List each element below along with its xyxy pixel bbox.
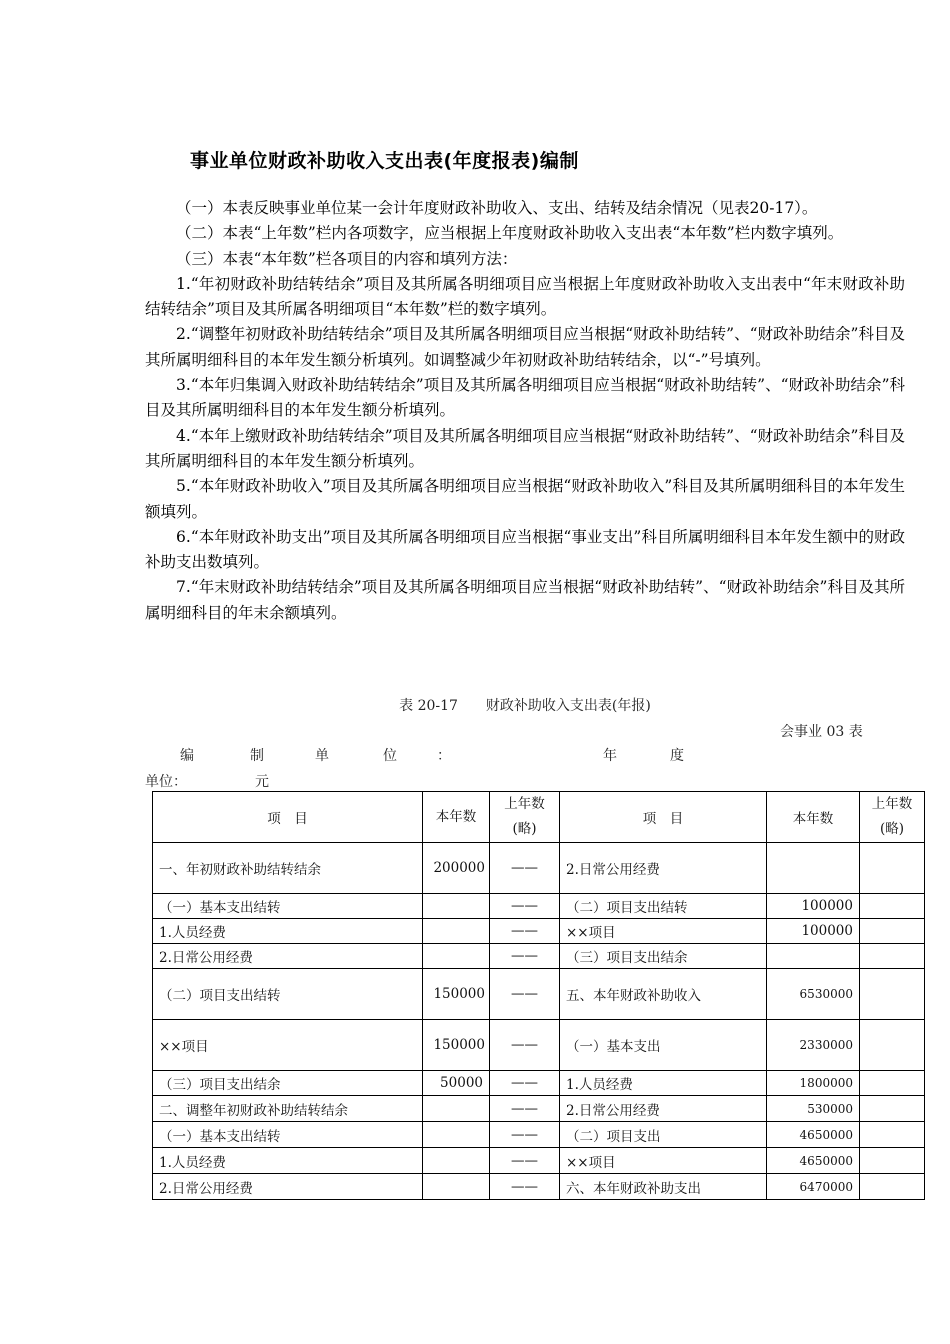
cell-prior (860, 1071, 925, 1096)
cell-item: ××项目 (560, 1148, 767, 1174)
form-number: 会事业 03 表 (780, 724, 863, 740)
body-text (145, 196, 905, 626)
header-prior-year: 上年数(略) (860, 792, 925, 843)
cell-item: （二）项目支出结转 (560, 894, 767, 919)
paragraph: 2.“调整年初财政补助结转结余”项目及其所属各明细项目应当根据“财政补助结转”、“财政补助结余”科目及其所属明细科目的本年发生额分析填列。如调整减少年初财政补助结转结余，以“-”号填列。 (145, 325, 905, 369)
cell-current (767, 944, 860, 969)
cell-item: 一、年初财政补助结转结余 (153, 843, 423, 894)
paragraph: 3.“本年归集调入财政补助结转结余”项目及其所属各明细项目应当根据“财政补助结转”、“财政补助结余”科目及其所属明细科目的本年发生额分析填列。 (145, 376, 905, 420)
cell-current: 50000 (423, 1071, 490, 1096)
cell-current (423, 894, 490, 919)
cell-item: 1.人员经费 (153, 919, 423, 944)
table-row (153, 944, 925, 969)
cell-prior: —— (490, 944, 560, 969)
cell-current (767, 843, 860, 894)
table-row (153, 1122, 925, 1148)
table-row (153, 894, 925, 919)
unit-label: 单位： (145, 774, 187, 790)
document-title: 事业单位财政补助收入支出表(年度报表)编制 (190, 150, 579, 172)
cell-current (423, 1148, 490, 1174)
header-prior-year: 上年数(略) (490, 792, 560, 843)
cell-item: 1.人员经费 (153, 1148, 423, 1174)
cell-prior (860, 1020, 925, 1071)
cell-current: 530000 (767, 1096, 860, 1122)
cell-item: ××项目 (153, 1020, 423, 1071)
meta-char: 位 (383, 748, 397, 764)
cell-item: 2.日常公用经费 (560, 1096, 767, 1122)
cell-prior: —— (490, 1096, 560, 1122)
table-row (153, 1071, 925, 1096)
cell-item: （一）基本支出 (560, 1020, 767, 1071)
cell-prior (860, 1174, 925, 1200)
cell-prior (860, 1148, 925, 1174)
cell-item: ××项目 (560, 919, 767, 944)
cell-item: 二、调整年初财政补助结转结余 (153, 1096, 423, 1122)
paragraph: 5.“本年财政补助收入”项目及其所属各明细项目应当根据“财政补助收入”科目及其所属明细科目的本年发生额填列。 (145, 477, 905, 521)
header-item: 项 目 (560, 792, 767, 843)
cell-item: 2.日常公用经费 (560, 843, 767, 894)
header-current-year: 本年数 (423, 792, 490, 843)
cell-current (423, 919, 490, 944)
table-row (153, 969, 925, 1020)
cell-prior: —— (490, 1122, 560, 1148)
cell-current: 100000 (767, 919, 860, 944)
cell-item: （一）基本支出结转 (153, 1122, 423, 1148)
table-row (153, 1096, 925, 1122)
header-item: 项 目 (153, 792, 423, 843)
paragraph: 7.“年末财政补助结转结余”项目及其所属各明细项目应当根据“财政补助结转”、“财政补助结余”科目及其所属明细科目的年末余额填列。 (145, 578, 905, 622)
cell-prior: —— (490, 1020, 560, 1071)
meta-char: 年 (603, 748, 617, 764)
cell-current: 4650000 (767, 1122, 860, 1148)
cell-current (423, 1096, 490, 1122)
cell-item: （三）项目支出结余 (153, 1071, 423, 1096)
meta-char: ： (437, 748, 451, 764)
cell-item: 五、本年财政补助收入 (560, 969, 767, 1020)
cell-current (423, 944, 490, 969)
cell-item: 1.人员经费 (560, 1071, 767, 1096)
cell-current (423, 1174, 490, 1200)
cell-prior (860, 1122, 925, 1148)
cell-current: 1800000 (767, 1071, 860, 1096)
table-row (153, 843, 925, 894)
table-row (153, 919, 925, 944)
cell-item: 2.日常公用经费 (153, 944, 423, 969)
paragraph: 4.“本年上缴财政补助结转结余”项目及其所属各明细项目应当根据“财政补助结转”、“财政补助结余”科目及其所属明细科目的本年发生额分析填列。 (145, 426, 905, 470)
cell-prior: —— (490, 1071, 560, 1096)
cell-current: 6530000 (767, 969, 860, 1020)
cell-current: 6470000 (767, 1174, 860, 1200)
meta-char: 度 (670, 748, 684, 764)
cell-prior (860, 894, 925, 919)
cell-current: 150000 (423, 969, 490, 1020)
cell-current (423, 1122, 490, 1148)
cell-prior (860, 1096, 925, 1122)
cell-prior (860, 843, 925, 894)
unit-value: 元 (255, 774, 269, 790)
cell-prior: —— (490, 843, 560, 894)
cell-item: 六、本年财政补助支出 (560, 1174, 767, 1200)
paragraph: 1.“年初财政补助结转结余”项目及其所属各明细项目应当根据上年度财政补助收入支出表中“年末财政补助结转结余”项目及其所属各明细项目“本年数”栏的数字填列。 (145, 274, 905, 319)
paragraph: （三）本表“本年数”栏各项目的内容和填列方法： (176, 249, 518, 268)
meta-char: 编 (180, 748, 194, 764)
cell-prior: —— (490, 919, 560, 944)
table-row (153, 1020, 925, 1071)
cell-prior: —— (490, 1148, 560, 1174)
table-caption: 表 20-17 财政补助收入支出表(年报) (399, 698, 651, 714)
cell-current: 150000 (423, 1020, 490, 1071)
cell-prior: —— (490, 894, 560, 919)
cell-item: （一）基本支出结转 (153, 894, 423, 919)
table-row (153, 1148, 925, 1174)
paragraph: 6.“本年财政补助支出”项目及其所属各明细项目应当根据“事业支出”科目所属明细科目本年发生额中的财政补助支出数填列。 (145, 527, 905, 572)
cell-prior: —— (490, 969, 560, 1020)
paragraph: （一）本表反映事业单位某一会计年度财政补助收入、支出、结转及结余情况（见表20-17）。 (176, 199, 818, 217)
cell-prior: —— (490, 1174, 560, 1200)
cell-current: 100000 (767, 894, 860, 919)
cell-current: 200000 (423, 843, 490, 894)
cell-prior (860, 919, 925, 944)
meta-char: 单 (315, 748, 329, 764)
cell-prior (860, 969, 925, 1020)
cell-current: 4650000 (767, 1148, 860, 1174)
cell-prior (860, 944, 925, 969)
table-row (153, 1174, 925, 1200)
paragraph: （二）本表“上年数”栏内各项数字，应当根据上年度财政补助收入支出表“本年数”栏内数字填列。 (176, 224, 844, 243)
meta-char: 制 (250, 748, 264, 764)
cell-item: （三）项目支出结余 (560, 944, 767, 969)
cell-item: （二）项目支出结转 (153, 969, 423, 1020)
cell-item: （二）项目支出 (560, 1122, 767, 1148)
table-header-row (153, 792, 925, 843)
cell-item: 2.日常公用经费 (153, 1174, 423, 1200)
fiscal-subsidy-table (152, 791, 925, 1200)
header-current-year: 本年数 (767, 792, 860, 843)
cell-current: 2330000 (767, 1020, 860, 1071)
